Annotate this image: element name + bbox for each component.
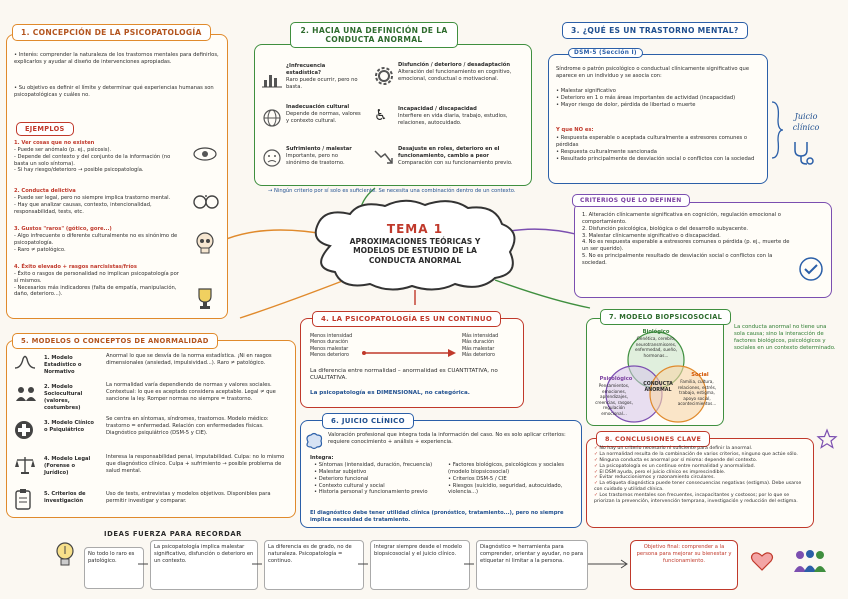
- continuum-right-4: Más deterioro: [462, 352, 495, 358]
- example-3-line-2: - Raro ≠ patológico.: [14, 246, 66, 253]
- criterios-header: CRITERIOS QUE LO DEFINEN: [572, 194, 690, 207]
- criterion-4: 4. No es respuesta esperable a estresores comunes o pérdida (p. ej., muerte de un ser querido).: [582, 239, 790, 253]
- example-1-line-2: - Depende del contexto y del conjunto de la información (no basta un solo síntoma).: [14, 153, 171, 167]
- dsm-bullet-1: • Malestar significativo: [556, 88, 616, 94]
- idea-card-2: La psicopatología implica malestar significativo, disfunción o deterioro en un contexto.: [150, 540, 258, 590]
- criterion-3: 3. Malestar clínicamente significativo o discapacidad.: [582, 232, 721, 239]
- model-2-text: La normalidad varía dependiendo de normas y valores sociales. Contextual: lo que es aceptado considera aceptable. Legal ≠ que sancione la ley. Romper normas no siempre = trastorno.: [106, 382, 276, 402]
- idea-card-3: La diferencia es de grado, no de naturaleza. Psicopatología = continuo.: [264, 540, 364, 590]
- dsm-no-bullet-1: • Respuesta esperable o aceptada culturalmente a estresores comunes o pérdidas: [556, 135, 748, 148]
- check-icon: ✓: [594, 457, 600, 463]
- dsm-no-bullet-2: • Respuesta culturalmente sancionada: [556, 148, 657, 155]
- dsm-bullet-2: • Deterioro en 1 o más áreas importantes de actividad (incapacidad): [556, 94, 736, 101]
- criterion-statistical-text: Raro puede ocurrir, pero no basta.: [286, 76, 358, 90]
- continuum-left-1: Menos intensidad: [310, 334, 353, 339]
- judgment-item-1: • Síntomas (intensidad, duración, frecuencia): [314, 462, 433, 468]
- idea-card-1: No todo lo raro es patológico.: [84, 547, 144, 589]
- venn-bio-title: Biológico: [642, 329, 670, 335]
- examples-header: EJEMPLOS: [16, 122, 74, 136]
- model-5-name: 5. Criterios de investigación: [44, 491, 86, 504]
- conclusion-2-text: La normalidad resulta de la combinación de varios criterios, ninguno que actúe sólo.: [599, 451, 798, 457]
- criterion-role-mismatch-title: Desajuste en roles, deterioro en el funcionamiento, cambio a peor: [398, 146, 500, 159]
- conclusion-8-text: Los trastornos mentales son frecuentes, incapacitantes y costosos; por lo que se priorizan la prevención, intervención temprana, investigación y reducción del estigma.: [594, 493, 798, 504]
- continuum-text-2: La psicopatología es DIMENSIONAL, no categórica.: [310, 390, 470, 396]
- continuum-left-2: Menos duración: [310, 340, 349, 346]
- continuum-text-1: La diferencia entre normalidad – anormalidad es CUANTITATIVA, no CUALITATIVA.: [310, 368, 498, 382]
- idea-card-5: Diagnóstico = herramienta para comprender, orientar y ayudar, no para etiquetar ni limitar a la persona.: [476, 540, 588, 590]
- example-1-line-3: - Si hay riesgo/deterioro → posible psicopatología.: [14, 167, 144, 174]
- example-4-line-1: - Éxito o rasgos de personalidad no implican psicopatología por sí mismos.: [14, 270, 179, 284]
- continuum-right-3: Más malestar: [462, 346, 495, 352]
- check-icon: ✓: [594, 475, 600, 481]
- judgment-item-6: • Factores biológicos, psicológicos y sociales (modelo biopsicosocial): [448, 462, 564, 475]
- center-title: TEMA 1: [386, 222, 444, 236]
- check-icon: ✓: [594, 451, 600, 457]
- judgment-item-4: • Contexto cultural y social: [314, 482, 385, 489]
- example-4-line-2: - Necesarios más indicadores (falta de empatía, manipulación, daño, deterioro...).: [14, 284, 177, 298]
- venn-psi-title: Psicológico: [599, 376, 633, 382]
- criterion-suffering-title: Sufrimiento / malestar: [286, 146, 352, 152]
- section-7-side-text: La conducta anormal no tiene una sola causa; sino la interacción de factores biológicos, psicológicos y sociales en un contexto determinado.: [734, 324, 836, 352]
- continuum-right-1: Más intensidad: [462, 334, 499, 339]
- section-7-header: 7. MODELO BIOPSICOSOCIAL: [600, 309, 731, 325]
- section-2-header: 2. HACIA UNA DEFINICIÓN DE LA CONDUCTA ANORMAL: [290, 22, 458, 48]
- criterion-dysfunction-text: Alteración del funcionamiento en cognitivo, emocional, conductual o motivacional.: [398, 68, 512, 82]
- center-subtitle: APROXIMACIONES TEÓRICAS Y MODELOS DE ESTUDIO DE LA CONDUCTA ANORMAL: [349, 237, 481, 265]
- section-2-footer: → Ningún criterio por sí solo es suficiente. Se necesita una combinación dentro de un contexto.: [268, 188, 516, 194]
- model-5-text: Uso de tests, entrevistas y modelos objetivos. Disponibles para permitir investigar y comparar.: [106, 491, 271, 504]
- dsm-bullet-3: • Mayor riesgo de dolor, pérdida de libertad o muerte: [556, 101, 696, 108]
- model-3-name: 3. Modelo Clínico o Psiquiátrico: [44, 420, 94, 433]
- criterion-disability-text: Interfiere en vida diaria, trabajo, estudios, relaciones, autocuidado.: [398, 112, 508, 126]
- criterion-disability-title: Incapacidad / discapacidad: [398, 106, 477, 112]
- criterion-statistical-title: ¿Infrecuencia estadística?: [286, 63, 326, 76]
- model-1-text: Anormal lo que se desvía de la norma estadística. ¡Ni en rasgos dimensionales (ansiedad, impulsividad...). Raro ≠ patológico.: [106, 353, 272, 366]
- example-2-title: 2. Conducta delictiva: [14, 188, 76, 194]
- section-1-interest: • Interés: comprender la naturaleza de los trastornos mentales para definirlos, explicarlos y ayudar al diseño de intervenciones apropiadas.: [14, 52, 219, 65]
- check-icon: ✓: [594, 481, 600, 487]
- model-4-name: 4. Modelo Legal (Forense o Jurídico): [44, 456, 91, 476]
- criterion-role-mismatch-text: Comparación con su funcionamiento previo.: [398, 159, 513, 166]
- venn-psi-text: Pensamientos, emociones, aprendizajes, creencias, rasgos, regulación emocional...: [595, 383, 633, 416]
- continuum-left-4: Menos deterioro: [310, 352, 349, 358]
- example-1-title: 1. Ver cosas que no existen: [14, 140, 95, 146]
- judgment-item-7: • Criterios DSM-5 / CIE: [448, 475, 507, 482]
- section-4-header: 4. LA PSICOPATOLOGÍA ES UN CONTINUO: [312, 311, 501, 327]
- section-6-integra: Integra:: [310, 455, 334, 461]
- judgment-item-5: • Historia personal y funcionamiento previo: [314, 489, 428, 496]
- venn-center-label: CONDUCTA ANORMAL: [643, 382, 673, 394]
- criterion-cultural-title: Inadecuación cultural: [286, 104, 350, 110]
- continuum-right-2: Más duración: [462, 340, 495, 346]
- conclusion-5-text: El DSM ayuda, pero el juicio clínico es imprescindible.: [599, 469, 726, 475]
- criterion-dysfunction-title: Disfunción / deterioro / desadaptación: [398, 62, 511, 68]
- section-3-intro: Síndrome o patrón psicológico o conductual clínicamente significativo que aparece en un individuo y se asocia con:: [556, 66, 750, 79]
- conclusion-7-text: La etiqueta diagnóstica puede tener consecuencias negativas (estigma). Debe usarse con cuidado y utilidad clínica.: [594, 481, 802, 493]
- wheelchair-icon: ♿: [374, 106, 388, 124]
- section-3-no-label: Y que NO es:: [556, 127, 594, 133]
- conclusion-3-text: Ninguna conducta es anormal por sí misma: depende del contexto.: [599, 457, 758, 463]
- model-1-name: 1. Modelo Estadístico o Normativo: [44, 355, 82, 375]
- conclusion-6-text: Evitar reduccionismos y razonamiento circulares.: [599, 475, 715, 481]
- section-1-header: 1. CONCEPCIÓN DE LA PSICOPATOLOGÍA: [12, 24, 211, 41]
- venn-bio-text: Genética, cerebro, neurotransmisores, enfermedad, sueño, hormonas...: [634, 336, 678, 358]
- venn-soc-title: Social: [691, 372, 709, 378]
- idea-card-4: Integrar siempre desde el modelo biopsicosocial y el juicio clínico.: [370, 540, 470, 590]
- example-4-title: 4. Éxito elevado + rasgos narcisistas/fríos: [14, 264, 137, 270]
- people-group-icon: [790, 548, 830, 574]
- model-4-text: Interesa la responsabilidad penal, imputabilidad. Culpa: no lo mismo que diagnóstico clínico. Culpa + sufrimiento → posible problema de salud mental.: [106, 454, 285, 474]
- section-3-header: 3. ¿QUÉ ES UN TRASTORNO MENTAL?: [562, 22, 748, 39]
- section-6-footer: El diagnóstico debe tener utilidad clínica (pronóstico, tratamiento...), pero no siempre implica necesidad de tratamiento.: [310, 510, 564, 523]
- check-icon: ✓: [594, 469, 600, 475]
- dsm5-label: DSM-5 (Sección I): [568, 48, 643, 58]
- section-1-objective: • Su objetivo es definir el límite y determinar qué experiencias humanas son psicopatológicas y cuáles no.: [14, 85, 214, 98]
- model-3-text: Se centra en síntomas, síndromes, trastornos. Modelo médico: trastorno = enfermedad. Relación con enfermedades físicas. Diagnóstico psiquiátrico (DSM-5 y CIE).: [106, 416, 269, 436]
- section-6-header: 6. JUICIO CLÍNICO: [322, 413, 414, 429]
- dsm-no-bullet-3: • Resultado principalmente de desviación social o conflictos con la sociedad: [556, 155, 755, 162]
- clinical-judgment-label: Juicio clínico: [792, 112, 820, 132]
- check-icon: ✓: [594, 463, 600, 469]
- venn-soc-text: Familia, cultura, relaciones, estrés, trabajo, estigma, apoyo social, acontecimientos...: [677, 379, 717, 407]
- section-5-header: 5. MODELOS O CONCEPTOS DE ANORMALIDAD: [12, 333, 218, 349]
- example-3-title: 3. Gustos "raros" (gótico, gore...): [14, 226, 112, 232]
- heart-icon: [750, 550, 774, 572]
- conclusion-4-text: La psicopatología es un continuo entre normalidad y anormalidad.: [599, 463, 756, 469]
- criterion-2: 2. Disfunción psicológica, biológica o del desarrollo subyacente.: [582, 225, 749, 232]
- judgment-item-3: • Deterioro funcional: [314, 475, 369, 482]
- conclusion-1-text: No hay un criterio necesario ni suficiente para definir la anormal.: [599, 446, 753, 451]
- ideas-header: IDEAS FUERZA PARA RECORDAR: [104, 530, 243, 538]
- example-3-line-1: - Algo infrecuente o diferente culturalmente no es sinónimo de psicopatología.: [14, 232, 178, 246]
- idea-card-6: Objetivo final: comprender a la persona para mejorar su bienestar y funcionamiento.: [630, 540, 738, 590]
- example-2-line-1: - Puede ser legal, pero no siempre implica trastorno mental.: [14, 194, 171, 201]
- criterion-5: 5. No es principalmente resultado de desviación social o conflictos con la sociedad.: [582, 253, 773, 267]
- model-2-name: 2. Modelo Sociocultural (valores, costumbres): [44, 384, 83, 411]
- criterion-suffering-text: Importante, pero no sinónimo de trastorno.: [286, 152, 345, 166]
- example-2-line-2: - Hay que analizar causas, contexto, intencionalidad, responsabilidad, tests, etc.: [14, 201, 152, 215]
- check-icon: ✓: [594, 493, 600, 498]
- section-6-intro: Valoración profesional que integra toda la información del caso. No es solo aplicar criterios: requiere conocimiento + análisis + experiencia.: [328, 432, 566, 445]
- example-1-line-1: - Puede ser anómalo (p. ej., psicosis).: [14, 146, 112, 153]
- judgment-item-8: • Riesgos (suicidio, seguridad, autocuidado, violencia...): [448, 482, 563, 496]
- continuum-left-3: Menos malestar: [310, 346, 349, 352]
- section-8-header: 8. CONCLUSIONES CLAVE: [596, 431, 710, 447]
- judgment-item-2: • Malestar subjetivo: [314, 468, 367, 475]
- check-icon: ✓: [594, 446, 600, 451]
- criterion-cultural-text: Depende de normas, valores y contexto cultural.: [286, 110, 361, 124]
- criterion-1: 1. Alteración clínicamente significativa en cognición, regulación emocional o comportamiento.: [582, 212, 781, 225]
